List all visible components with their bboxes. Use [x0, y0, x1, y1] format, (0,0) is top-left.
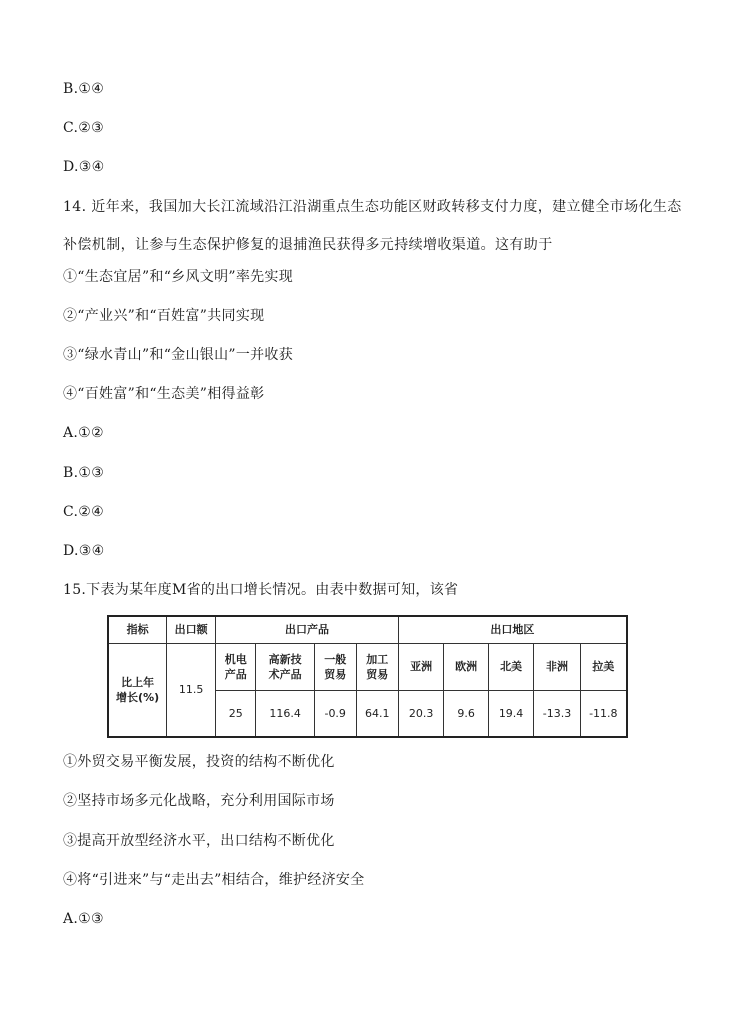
value-latin-america: -11.8	[580, 690, 627, 737]
statement-4: ④将“引进来”与“走出去”相结合，维护经济安全	[63, 872, 365, 888]
region-europe: 欧洲	[444, 643, 488, 690]
export-growth-table	[107, 615, 628, 738]
region-north-america: 北美	[488, 643, 534, 690]
row-label-growth: 比上年 增长(%)	[108, 643, 167, 737]
option-d: D.③④	[63, 159, 105, 175]
header-export-products: 出口产品	[216, 616, 399, 643]
option-a: A.①③	[63, 911, 104, 927]
value-hightech: 116.4	[256, 690, 314, 737]
statement-2: ②“产业兴”和“百姓富”共同实现	[63, 308, 265, 324]
value-europe: 9.6	[444, 690, 488, 737]
region-latin-america: 拉美	[580, 643, 627, 690]
region-asia: 亚洲	[398, 643, 444, 690]
statement-1: ①“生态宜居”和“乡风文明”率先实现	[63, 269, 294, 285]
value-general-trade: -0.9	[314, 690, 356, 737]
value-north-america: 19.4	[488, 690, 534, 737]
statement-2: ②坚持市场多元化战略，充分利用国际市场	[63, 793, 335, 809]
statement-4: ④“百姓富”和“生态美”相得益彰	[63, 386, 265, 402]
product-hightech: 高新技 术产品	[256, 643, 314, 690]
value-asia: 20.3	[398, 690, 444, 737]
statement-1: ①外贸交易平衡发展，投资的结构不断优化	[63, 754, 335, 770]
option-b: B.①③	[63, 465, 105, 481]
option-c: C.②④	[63, 504, 104, 520]
question-14-stem: 14. 近年来，我国加大长江流域沿江沿湖重点生态功能区财政转移支付力度，建立健全市场化生态补偿机制，让参与生态保护修复的退捕渔民获得多元持续增收渠道。这有助于	[63, 199, 682, 253]
option-a: A.①②	[63, 425, 104, 441]
header-export-amount: 出口额	[167, 616, 216, 643]
product-general-trade: 一般 贸易	[314, 643, 356, 690]
header-indicator: 指标	[108, 616, 167, 643]
value-africa: -13.3	[534, 690, 580, 737]
value-electromechanical: 25	[216, 690, 256, 737]
statement-3: ③“绿水青山”和“金山银山”一并收获	[63, 347, 294, 363]
option-d: D.③④	[63, 543, 105, 559]
region-africa: 非洲	[534, 643, 580, 690]
export-amount-value: 11.5	[167, 643, 216, 737]
product-electromechanical: 机电 产品	[216, 643, 256, 690]
product-processing-trade: 加工 贸易	[356, 643, 398, 690]
header-export-regions: 出口地区	[398, 616, 627, 643]
value-processing-trade: 64.1	[356, 690, 398, 737]
option-c: C.②③	[63, 120, 104, 136]
statement-3: ③提高开放型经济水平，出口结构不断优化	[63, 833, 335, 849]
option-b: B.①④	[63, 81, 105, 97]
question-15-stem: 15.下表为某年度M省的出口增长情况。由表中数据可知，该省	[63, 582, 459, 598]
